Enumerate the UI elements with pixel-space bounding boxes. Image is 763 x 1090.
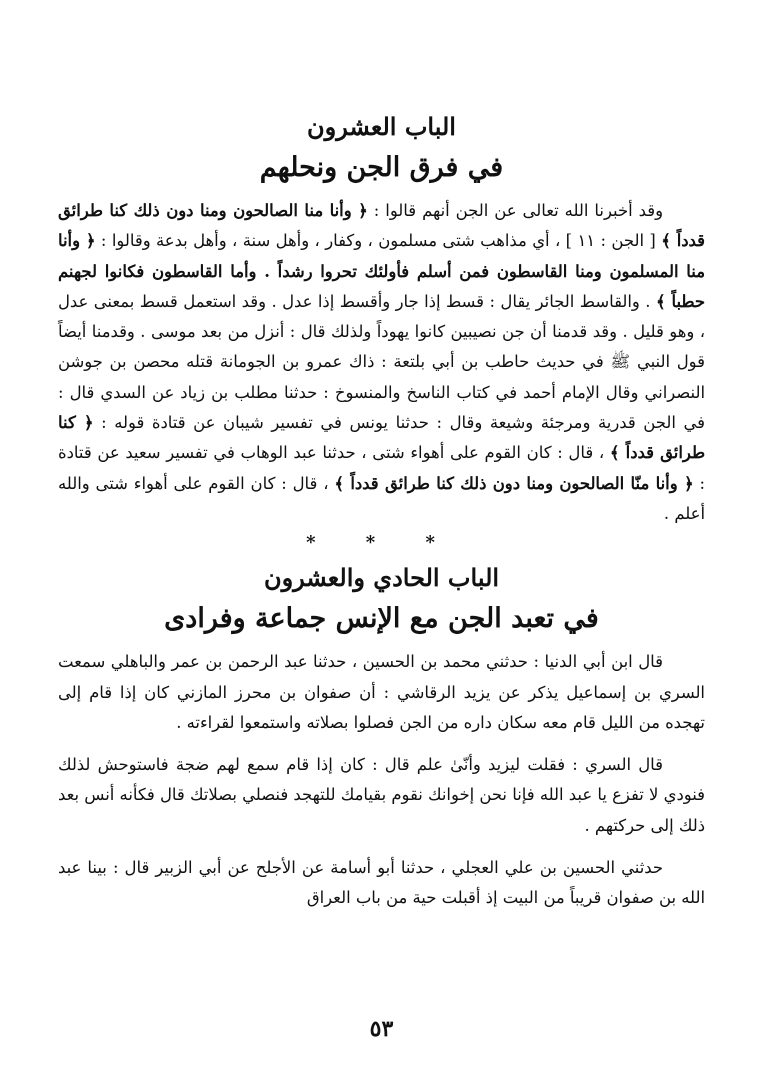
chapter-title: الباب الحادي والعشرون [263,563,500,593]
paragraph-indent [663,858,705,877]
text-run: ، قال : كان القوم على أهواء شتى ، حدثنا عبد الوهاب في تفسير سعيد عن قتادة : [58,443,705,493]
text-run: حدثني الحسين بن علي العجلي ، حدثنا أبو أسامة عن الأجلح عن أبي الزبير قال : بينا عبد الله بن صفوان قريباً من البيت إذ أقبلت حية من باب العراق [58,858,705,908]
chapter-paragraph [58,196,705,529]
page-number: ٥٣ [369,1016,394,1042]
text-run: وقد أخبرنا الله تعالى عن الجن أنهم قالوا : [367,201,663,220]
text-run: قال السري : فقلت ليزيد وأنّىٰ علم قال : كان إذا قام سمع لهم ضجة فاستوحش لذلك فنودي لا تفزع يا عبد الله فإنا نحن إخوانك نقوم بقيامك للتهجد فنصلي بصلاتك قال فكأنه أنس بعد ذلك إلى حركتهم . [58,755,705,835]
chapter-paragraph [58,750,705,841]
chapter-subtitle: في تعبد الجن مع الإنس جماعة وفرادى [164,603,599,635]
quran-quote: ﴿ وأنا منا الصالحون ومنا دون ذلك كنا طرائق قدداً ﴾ [58,201,705,251]
quran-quote: ﴿ وأنا منّا الصالحون ومنا دون ذلك كنا طرائق قدداً ﴾ [334,473,694,493]
chapter-paragraph [58,853,705,914]
chapter-title: الباب العشرون [307,112,456,141]
quran-quote: ﴿ كنا طرائق قدداً ﴾ [58,413,705,463]
text-run: ، قال : كان القوم على أهواء شتى والله أعلم . [58,473,705,523]
text-run: قال ابن أبي الدنيا : حدثني محمد بن الحسين ، حدثنا عبد الرحمن بن عمر والباهلي سمعت السري بن إسماعيل يذكر عن يزيد الرقاشي : أن صفوان بن محرز المازني كان إذا قام إلى تهجده من الليل قام معه سكان داره من الجن فصلوا بصلاته واستمعوا لقراءته . [58,652,705,732]
paragraph-indent [663,201,705,220]
section-separator: * * * [306,532,457,554]
quran-quote: ﴿ وأنا منا المسلمون ومنا القاسطون فمن أسلم فأولئك تحروا رشداً . وأما القاسطون فكانوا لجهنم حطباً ﴾ [58,231,706,311]
paragraph-indent [663,652,705,671]
text-run: [ الجن : ١١ ] ، أي مذاهب شتى مسلمون ، وكفار ، وأهل سنة ، وأهل بدعة وقالوا : [95,231,662,251]
text-run: . والقاسط الجائر يقال : قسط إذا جار وأقسط إذا عدل . وقد استعمل قسط بمعنى عدل ، وهو قليل . وقد قدمنا أن جن نصيبين كانوا يهوداً ولذلك قال : أنزل من بعد موسى . وقدمنا أيضاً قول النبي ﷺ في حديث حاطب بن أبي بلتعة : ذاك عمرو بن الجومانة قتله محصن بن جوشن النصراني وقال الإمام أحمد في كتاب الناسخ والمنسوخ : حدثنا مطلب بن زياد عن السدي قال : في الجن قدرية ومرجئة وشيعة وقال : حدثنا يونس في تفسير شيبان عن قتادة قوله : [58,291,705,433]
chapter-paragraph [58,647,705,738]
paragraph-indent [663,755,705,774]
chapter-subtitle: في فرق الجن ونحلهم [259,152,504,183]
